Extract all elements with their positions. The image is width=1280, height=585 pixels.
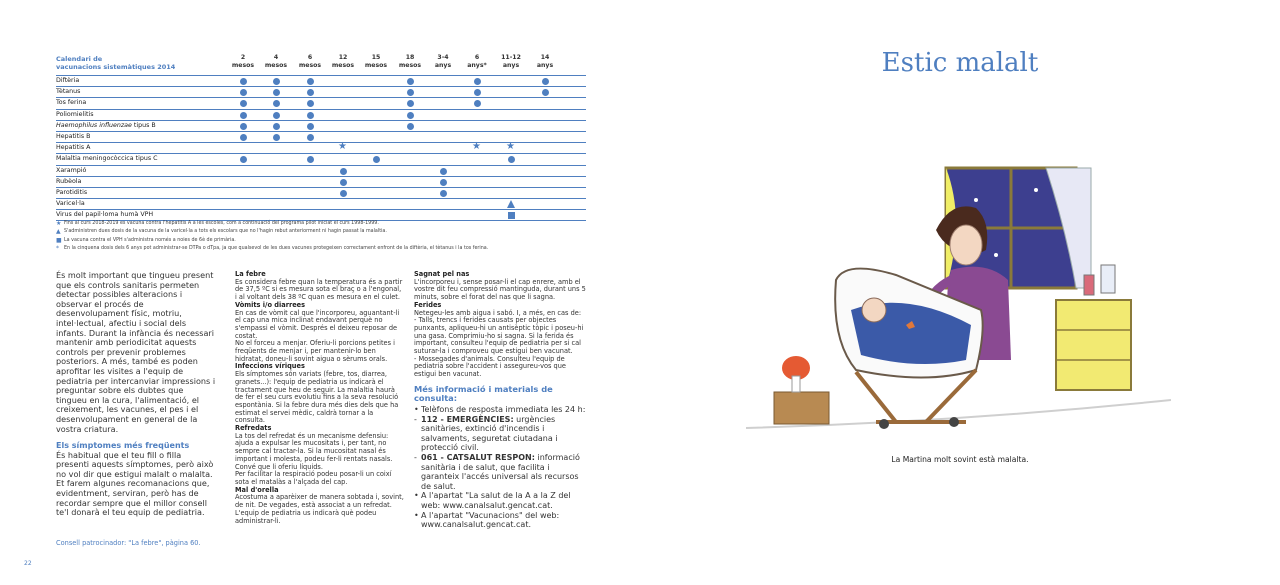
vaccine-name: Virus del papil·loma humà VPH: [56, 211, 154, 219]
table-column-unit: anys: [502, 61, 520, 69]
dose-dot-icon: [542, 78, 549, 85]
table-row: [56, 166, 586, 177]
column-more: [414, 271, 586, 530]
more-info-block: [414, 385, 586, 530]
table-column-header: 11-12 anys: [501, 54, 521, 69]
dose-dot-icon: [407, 78, 414, 85]
section-text: En cas de vòmit cal que l'incorporeu, aguantant-li el cap una mica inclinat endavant perquè no s'empassi el vòmit. Després el deixeu reposar de costat. No el forceu a menjar. Oferiu-li porcions petites i freqüents de menjar i, per mantenir-lo ben hidratat, doneu-li sovint aigua o sèrums orals.: [235, 308, 400, 363]
info-list-item: [414, 511, 586, 530]
dose-square-icon: [508, 212, 515, 219]
table-column-header: 15 mesos: [364, 54, 388, 69]
dose-star-icon: ★: [472, 141, 481, 153]
section-heading: Infeccions víriques: [235, 362, 305, 371]
vaccine-name: Parotiditis: [56, 188, 88, 196]
vaccine-name-italic: Haemophilus influenzae: [56, 121, 132, 129]
vaccine-name: Malaltia meningocòccica tipus C: [56, 155, 158, 163]
vaccine-name: Varicel·la: [56, 200, 85, 208]
dose-dot-icon: [373, 156, 380, 163]
dose-dot-icon: [273, 100, 280, 107]
note-text: S'administren dues dosis de la vacuna de la varicel·la a tots els escolars que no l'hagin rebut anteriorment ni hagin passat la malaltia.: [64, 229, 387, 235]
table-note: [56, 245, 586, 253]
note-text: En la cinquena dosis dels 6 anys pot administrar-se DTPa o dTpa, ja que qualsevol de les dues vacunes protegeixen correctament enfront de la diftèria, el tètanus i la tos ferina.: [64, 245, 489, 251]
column-intro: [56, 271, 216, 518]
dose-dot-icon: [474, 100, 481, 107]
table-column-header: 3-4 anys: [434, 54, 452, 69]
bullet-icon: -: [414, 453, 417, 462]
section-text: La tos del refredat és un mecanisme defensiu: ajuda a expulsar les mucositats i, per tant, no sempre cal tractar-la. Si la mucositat nasal és important i molesta, podeu fer-li rentats nasals. Convé que li oferiu líquids. Per facilitar la respiració podeu posar-li un coixí sota el matalàs a l'alçada del cap.: [235, 431, 393, 486]
dose-dot-icon: [240, 123, 247, 130]
dose-dot-icon: [273, 134, 280, 141]
table-column-unit: anys*: [467, 61, 487, 69]
table-column-header: 6 anys*: [467, 54, 487, 69]
dose-dot-icon: [307, 112, 314, 119]
page-title: Estic malalt: [881, 48, 1039, 78]
table-column-header: 14 anys: [536, 54, 554, 69]
dose-dot-icon: [240, 89, 247, 96]
vaccine-name: Hepatitis A: [56, 144, 91, 152]
dose-dot-icon: [340, 179, 347, 186]
dose-dot-icon: [273, 78, 280, 85]
info-item-text: informació sanitària i de salut, que facilita i garanteix l'accés universal als recursos de salut.: [421, 453, 580, 491]
table-column-unit: mesos: [398, 61, 422, 69]
note-text: Fins al curs 2018-2019 es vacuna contra l'hepatitis A a les escoles, com a continuació del programa pilot iniciat el curs 1998-1999.: [64, 221, 379, 226]
table-row: [56, 143, 586, 154]
dose-star-icon: ★: [506, 141, 515, 153]
vaccine-name: Tos ferina: [56, 99, 87, 107]
table-column-header: 18 mesos: [398, 54, 422, 69]
dose-dot-icon: [474, 78, 481, 85]
page-number: 22: [24, 560, 32, 567]
table-notes: [56, 220, 586, 253]
table-column-unit: mesos: [298, 61, 322, 69]
table-row: [56, 199, 586, 210]
dose-dot-icon: [273, 112, 280, 119]
table-row: [56, 121, 586, 132]
dose-dot-icon: [440, 190, 447, 197]
note-marker-icon: *: [56, 244, 59, 252]
info-list-item: [414, 453, 586, 491]
info-item-text: A l'apartat "Vacunacions" del web: www.canalsalut.gencat.cat.: [421, 510, 560, 530]
table-column-unit: mesos: [364, 61, 388, 69]
table-note: [56, 228, 586, 236]
table-row: [56, 154, 586, 165]
table-row: [56, 110, 586, 121]
vaccination-table: [56, 53, 586, 221]
note-marker-icon: ■: [56, 236, 62, 244]
dose-dot-icon: [307, 78, 314, 85]
table-column-unit: mesos: [331, 61, 355, 69]
vaccine-name: Tètanus: [56, 88, 81, 96]
section-heading: Vòmits i/o diarrees: [235, 300, 306, 309]
dose-dot-icon: [307, 89, 314, 96]
info-item-text: urgències sanitàries, extinció d'incendis i salvaments, seguretat ciutadana i protecció civil.: [421, 414, 558, 453]
dose-dot-icon: [407, 100, 414, 107]
dose-dot-icon: [307, 134, 314, 141]
dose-dot-icon: [307, 156, 314, 163]
dose-triangle-icon: [507, 200, 515, 208]
table-column-header: 2 mesos: [231, 54, 255, 69]
table-row: [56, 87, 586, 98]
dose-dot-icon: [307, 123, 314, 130]
note-text: La vacuna contra el VPH s'administra només a noies de 6è de primària.: [64, 237, 236, 243]
table-column-unit: mesos: [231, 61, 255, 69]
footer-note: Consell patrocinador: "La febre", pàgina 60.: [56, 539, 201, 547]
info-item-text: Telèfons de resposta immediata les 24 h:: [421, 405, 586, 415]
bullet-icon: -: [414, 414, 417, 424]
vaccine-name: Xarampió: [56, 166, 87, 174]
table-row: [56, 177, 586, 188]
section-heading: Sagnat pel nas: [414, 270, 470, 278]
dose-dot-icon: [508, 156, 515, 163]
table-row: [56, 75, 586, 87]
illustration: [746, 160, 1171, 445]
table-column-unit: mesos: [264, 61, 288, 69]
table-note: [56, 220, 586, 228]
vaccine-name: Rubèola: [56, 177, 82, 185]
info-item-label: 061 - CATSALUT RESPON:: [421, 453, 535, 462]
dose-dot-icon: [440, 168, 447, 175]
table-note: [56, 237, 586, 245]
section-text: Es considera febre quan la temperatura és a partir de 37,5 ºC si es mesura sota el braç o a l'engonal, i al voltant dels 38 ºC quan es mesura en el culet.: [235, 277, 403, 302]
section-heading: Ferides: [414, 300, 442, 309]
vaccine-name-rest: tipus B: [131, 121, 156, 129]
vaccine-name: Poliomielitis: [56, 110, 94, 118]
bullet-icon: •: [414, 510, 419, 520]
bullet-icon: •: [414, 491, 419, 501]
section-text: Els símptomes són variats (febre, tos, diarrea, granets...): l'equip de pediatria us indicarà el tractament que heu de seguir. La malaltia haurà de fer el seu curs evolutiu fins a la seva resolució espontània. Si la febre dura més dies dels que ha estimat el servei mèdic, caldrà tornar a la consulta.: [235, 370, 399, 425]
table-column-unit: anys: [434, 61, 452, 69]
table-row: [56, 188, 586, 199]
more-info-heading: Més informació i materials de consulta:: [414, 383, 553, 404]
dose-dot-icon: [240, 78, 247, 85]
dose-dot-icon: [340, 190, 347, 197]
dose-dot-icon: [340, 168, 347, 175]
vaccine-name: [56, 121, 156, 131]
table-row: [56, 98, 586, 109]
dose-dot-icon: [240, 100, 247, 107]
section-heading: La febre: [235, 270, 266, 278]
dose-star-icon: ★: [338, 141, 347, 153]
table-column-header: 6 mesos: [298, 54, 322, 69]
table-column-header: 4 mesos: [264, 54, 288, 69]
table-title: Calendari de vacunacions sistemàtiques 2014: [56, 55, 176, 71]
dose-dot-icon: [407, 123, 414, 130]
dose-dot-icon: [273, 123, 280, 130]
info-list-item: [414, 415, 586, 453]
section-text: Netegeu-les amb aigua i sabó. I, a més, en cas de: - Talls, trencs i ferides causats per objectes punxants, apliqueu-hi un antisèptic tòpic i poseu-hi una gasa. Comprimiu-ho si sagna. Si la ferida és important, consulteu l'equip de pediatria per si cal suturar-la i comproveu que estigui ben vacunat. - Mossegades d'animals. Consulteu l'equip de pediatria sobre l'accident i assegureu-vos que estigui ben vacunat.: [414, 308, 584, 379]
illustration-caption: La Martina molt sovint està malalta.: [891, 455, 1029, 464]
dose-dot-icon: [240, 156, 247, 163]
info-list-item: [414, 405, 586, 415]
section-text: L'incorporeu i, sense posar-li el cap enrere, amb el vostre dit feu compressió mantinguda, durant uns 5 minuts, sobre el forat del nas que li sagna.: [414, 277, 586, 302]
dose-dot-icon: [240, 134, 247, 141]
table-header: [56, 53, 586, 75]
info-item-label: 112 - EMERGÈNCIES:: [421, 414, 514, 424]
vaccine-name: Hepatitis B: [56, 132, 91, 140]
dose-dot-icon: [474, 89, 481, 96]
info-item-text: A l'apartat "La salut de la A a la Z del web: www.canalsalut.gencat.cat.: [421, 491, 571, 510]
symptoms-heading: Els símptomes més freqüents: [56, 441, 190, 451]
dose-dot-icon: [440, 179, 447, 186]
dose-dot-icon: [407, 112, 414, 119]
intro-paragraph: És molt important que tingueu present que els controls sanitaris permeten detectar possibles alteracions i observar el procés de desenvolupament físic, motriu, intel·lectual, afectiu i social dels infants. Durant la infància és necessari mantenir amb periodicitat aquests controls per prevenir problemes posteriors. A més, també es poden aprofitar les visites a l'equip de pediatria per intercanviar impressions i preguntar sobre els dubtes que tingueu en la cura, l'alimentació, el creixement, les vacunes, el pes i el desenvolupament en general de la vostra criatura.: [56, 270, 216, 434]
dose-dot-icon: [240, 112, 247, 119]
section-heading: Refredats: [235, 424, 272, 433]
note-marker-icon: ★: [56, 220, 62, 227]
info-list-item: [414, 491, 586, 510]
table-column-header: 12 mesos: [331, 54, 355, 69]
table-column-unit: anys: [536, 61, 554, 69]
illustration-sick-child-icon: [746, 160, 1171, 445]
dose-dot-icon: [407, 89, 414, 96]
dose-dot-icon: [542, 89, 549, 96]
vaccine-name: Diftèria: [56, 77, 80, 84]
section-heading: Mal d'orella: [235, 485, 279, 494]
dose-dot-icon: [307, 100, 314, 107]
section-text: Acostuma a aparèixer de manera sobtada i, sovint, de nit. De vegades, està associat a un refredat. L'equip de pediatria us indicarà què podeu administrar-li.: [235, 493, 404, 525]
note-marker-icon: ▲: [56, 228, 61, 236]
symptoms-paragraph: És habitual que el teu fill o filla presenti aquests símptomes, però això no vol dir que estigui malalt o malalta. Et farem algunes recomanacions que, evidentment, serviran, però has de recordar sempre que el millor consell te'l donarà el teu equip de pediatria.: [56, 449, 214, 518]
dose-dot-icon: [273, 89, 280, 96]
bullet-icon: •: [414, 405, 419, 415]
column-symptoms: [235, 271, 405, 525]
